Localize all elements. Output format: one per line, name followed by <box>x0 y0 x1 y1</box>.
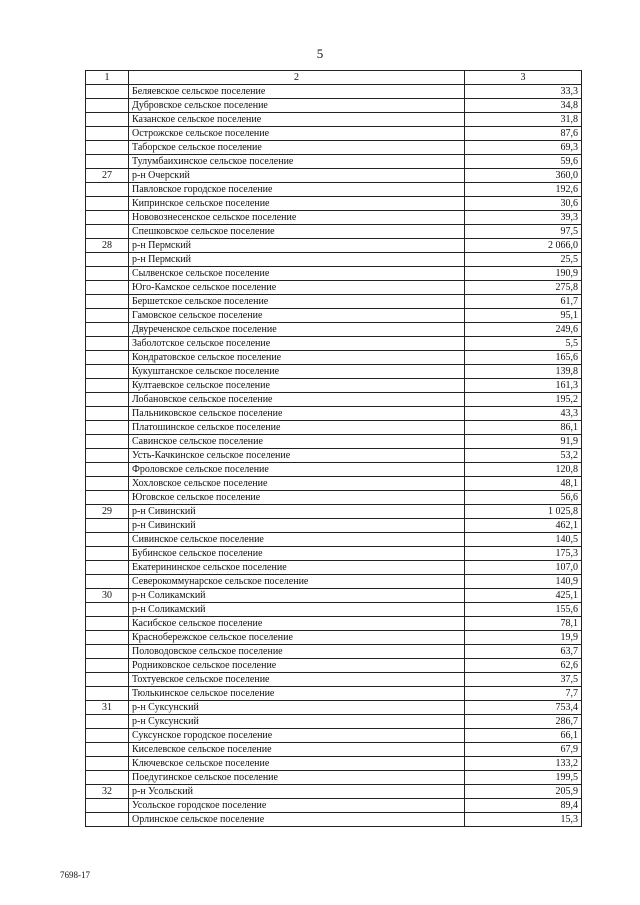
row-number-cell <box>86 757 129 771</box>
row-number-cell <box>86 743 129 757</box>
municipality-name-cell: Заболотское сельское поселение <box>129 337 465 351</box>
table-row <box>86 505 582 519</box>
row-number-cell <box>86 491 129 505</box>
row-number-cell <box>86 687 129 701</box>
municipality-name-cell: Таборское сельское поселение <box>129 141 465 155</box>
table-row <box>86 743 582 757</box>
municipality-name-cell: р-н Сивинский <box>129 505 465 519</box>
row-number-cell <box>86 533 129 547</box>
row-number-cell: 32 <box>86 785 129 799</box>
municipality-name-cell: Нововознесенское сельское поселение <box>129 211 465 225</box>
row-number-cell <box>86 771 129 785</box>
amount-cell: 87,6 <box>465 127 582 141</box>
municipality-name-cell: Двуреченское сельское поселение <box>129 323 465 337</box>
table-row <box>86 729 582 743</box>
municipality-name-cell: р-н Пермский <box>129 253 465 267</box>
municipality-name-cell: Спешковское сельское поселение <box>129 225 465 239</box>
row-number-cell <box>86 477 129 491</box>
amount-cell: 25,5 <box>465 253 582 267</box>
municipality-name-cell: Сылвенское сельское поселение <box>129 267 465 281</box>
municipality-name-cell: р-н Соликамский <box>129 603 465 617</box>
amount-cell: 1 025,8 <box>465 505 582 519</box>
municipality-name-cell: р-н Пермский <box>129 239 465 253</box>
amount-cell: 155,6 <box>465 603 582 617</box>
table-row <box>86 687 582 701</box>
amount-cell: 30,6 <box>465 197 582 211</box>
amount-cell: 192,6 <box>465 183 582 197</box>
amount-cell: 5,5 <box>465 337 582 351</box>
municipality-name-cell: Казанское сельское поселение <box>129 113 465 127</box>
municipality-name-cell: Усольское городское поселение <box>129 799 465 813</box>
amount-cell: 89,4 <box>465 799 582 813</box>
municipality-name-cell: Фроловское сельское поселение <box>129 463 465 477</box>
row-number-cell <box>86 729 129 743</box>
table-row <box>86 421 582 435</box>
municipality-name-cell: Острожское сельское поселение <box>129 127 465 141</box>
row-number-cell <box>86 561 129 575</box>
municipality-name-cell: Бубинское сельское поселение <box>129 547 465 561</box>
municipality-name-cell: р-н Суксунский <box>129 715 465 729</box>
row-number-cell <box>86 421 129 435</box>
municipality-name-cell: Кукуштанское сельское поселение <box>129 365 465 379</box>
amount-cell: 59,6 <box>465 155 582 169</box>
table-row <box>86 659 582 673</box>
amount-cell: 39,3 <box>465 211 582 225</box>
table-row <box>86 757 582 771</box>
row-number-cell <box>86 155 129 169</box>
table-row <box>86 435 582 449</box>
row-number-cell <box>86 617 129 631</box>
row-number-cell <box>86 281 129 295</box>
amount-cell: 69,3 <box>465 141 582 155</box>
header-col-3: 3 <box>465 71 582 85</box>
table-row <box>86 267 582 281</box>
table-row <box>86 477 582 491</box>
row-number-cell <box>86 659 129 673</box>
amount-cell: 462,1 <box>465 519 582 533</box>
amount-cell: 139,8 <box>465 365 582 379</box>
table-row <box>86 561 582 575</box>
document-code: 7698-17 <box>60 870 90 880</box>
amount-cell: 97,5 <box>465 225 582 239</box>
table-row <box>86 645 582 659</box>
municipality-name-cell: р-н Суксунский <box>129 701 465 715</box>
amount-cell: 66,1 <box>465 729 582 743</box>
table-row <box>86 323 582 337</box>
row-number-cell: 31 <box>86 701 129 715</box>
row-number-cell <box>86 715 129 729</box>
municipality-name-cell: Платошинское сельское поселение <box>129 421 465 435</box>
amount-cell: 7,7 <box>465 687 582 701</box>
table-row <box>86 127 582 141</box>
amount-cell: 2 066,0 <box>465 239 582 253</box>
amount-cell: 753,4 <box>465 701 582 715</box>
municipality-name-cell: Тохтуевское сельское поселение <box>129 673 465 687</box>
row-number-cell <box>86 337 129 351</box>
amount-cell: 37,5 <box>465 673 582 687</box>
amount-cell: 19,9 <box>465 631 582 645</box>
municipality-name-cell: Тюлькинское сельское поселение <box>129 687 465 701</box>
header-col-1: 1 <box>86 71 129 85</box>
amount-cell: 107,0 <box>465 561 582 575</box>
municipality-name-cell: Лобановское сельское поселение <box>129 393 465 407</box>
table-row <box>86 463 582 477</box>
municipality-name-cell: Беляевское сельское поселение <box>129 85 465 99</box>
municipality-name-cell: Половодовское сельское поселение <box>129 645 465 659</box>
amount-cell: 61,7 <box>465 295 582 309</box>
municipality-name-cell: Юговское сельское поселение <box>129 491 465 505</box>
row-number-cell <box>86 267 129 281</box>
table-row <box>86 491 582 505</box>
table-row <box>86 575 582 589</box>
budget-table <box>85 70 582 827</box>
amount-cell: 56,6 <box>465 491 582 505</box>
amount-cell: 62,6 <box>465 659 582 673</box>
row-number-cell <box>86 463 129 477</box>
municipality-name-cell: Суксунское городское поселение <box>129 729 465 743</box>
row-number-cell <box>86 365 129 379</box>
table-row <box>86 631 582 645</box>
table-row <box>86 155 582 169</box>
municipality-name-cell: Усть-Качкинское сельское поселение <box>129 449 465 463</box>
municipality-name-cell: Орлинское сельское поселение <box>129 813 465 827</box>
municipality-name-cell: Родниковское сельское поселение <box>129 659 465 673</box>
amount-cell: 48,1 <box>465 477 582 491</box>
municipality-name-cell: Пальниковское сельское поселение <box>129 407 465 421</box>
amount-cell: 275,8 <box>465 281 582 295</box>
municipality-name-cell: Юго-Камское сельское поселение <box>129 281 465 295</box>
row-number-cell <box>86 253 129 267</box>
amount-cell: 43,3 <box>465 407 582 421</box>
row-number-cell <box>86 575 129 589</box>
table-row <box>86 547 582 561</box>
table-row <box>86 309 582 323</box>
header-col-2: 2 <box>129 71 465 85</box>
row-number-cell <box>86 631 129 645</box>
amount-cell: 133,2 <box>465 757 582 771</box>
table-row <box>86 239 582 253</box>
municipality-name-cell: Бершетское сельское поселение <box>129 295 465 309</box>
table-row <box>86 113 582 127</box>
row-number-cell <box>86 813 129 827</box>
row-number-cell <box>86 85 129 99</box>
municipality-name-cell: Кондратовское сельское поселение <box>129 351 465 365</box>
municipality-name-cell: Екатерининское сельское поселение <box>129 561 465 575</box>
municipality-name-cell: Гамовское сельское поселение <box>129 309 465 323</box>
amount-cell: 31,8 <box>465 113 582 127</box>
row-number-cell <box>86 211 129 225</box>
municipality-name-cell: Поедугинское сельское поселение <box>129 771 465 785</box>
amount-cell: 34,8 <box>465 99 582 113</box>
amount-cell: 67,9 <box>465 743 582 757</box>
municipality-name-cell: Ключевское сельское поселение <box>129 757 465 771</box>
row-number-cell <box>86 183 129 197</box>
row-number-cell <box>86 519 129 533</box>
table-row <box>86 337 582 351</box>
table-row <box>86 715 582 729</box>
table-row <box>86 253 582 267</box>
municipality-name-cell: р-н Соликамский <box>129 589 465 603</box>
table-row <box>86 281 582 295</box>
row-number-cell <box>86 99 129 113</box>
municipality-name-cell: Култаевское сельское поселение <box>129 379 465 393</box>
amount-cell: 190,9 <box>465 267 582 281</box>
row-number-cell <box>86 141 129 155</box>
municipality-name-cell: р-н Очерский <box>129 169 465 183</box>
amount-cell: 195,2 <box>465 393 582 407</box>
row-number-cell <box>86 407 129 421</box>
amount-cell: 161,3 <box>465 379 582 393</box>
table-header-row <box>86 71 582 85</box>
amount-cell: 63,7 <box>465 645 582 659</box>
row-number-cell <box>86 309 129 323</box>
amount-cell: 165,6 <box>465 351 582 365</box>
municipality-name-cell: Киселевское сельское поселение <box>129 743 465 757</box>
table-row <box>86 533 582 547</box>
amount-cell: 15,3 <box>465 813 582 827</box>
table-row <box>86 225 582 239</box>
municipality-name-cell: Сивинское сельское поселение <box>129 533 465 547</box>
municipality-name-cell: Хохловское сельское поселение <box>129 477 465 491</box>
amount-cell: 120,8 <box>465 463 582 477</box>
municipality-name-cell: Тулумбаихинское сельское поселение <box>129 155 465 169</box>
table-row <box>86 589 582 603</box>
row-number-cell <box>86 645 129 659</box>
row-number-cell <box>86 799 129 813</box>
table-row <box>86 365 582 379</box>
amount-cell: 140,9 <box>465 575 582 589</box>
row-number-cell <box>86 393 129 407</box>
amount-cell: 199,5 <box>465 771 582 785</box>
table-row <box>86 85 582 99</box>
table-row <box>86 701 582 715</box>
row-number-cell: 28 <box>86 239 129 253</box>
table-row <box>86 351 582 365</box>
table-row <box>86 141 582 155</box>
table-row <box>86 603 582 617</box>
municipality-name-cell: Северокоммунарское сельское поселение <box>129 575 465 589</box>
amount-cell: 425,1 <box>465 589 582 603</box>
amount-cell: 249,6 <box>465 323 582 337</box>
amount-cell: 78,1 <box>465 617 582 631</box>
municipality-name-cell: Краснобережское сельское поселение <box>129 631 465 645</box>
row-number-cell <box>86 547 129 561</box>
table-row <box>86 99 582 113</box>
row-number-cell: 30 <box>86 589 129 603</box>
table-row <box>86 393 582 407</box>
row-number-cell: 29 <box>86 505 129 519</box>
table-row <box>86 449 582 463</box>
table-row <box>86 183 582 197</box>
row-number-cell <box>86 673 129 687</box>
amount-cell: 140,5 <box>465 533 582 547</box>
row-number-cell <box>86 379 129 393</box>
page-number: 5 <box>316 46 324 61</box>
row-number-cell <box>86 603 129 617</box>
table-row <box>86 519 582 533</box>
amount-cell: 33,3 <box>465 85 582 99</box>
amount-cell: 205,9 <box>465 785 582 799</box>
amount-cell: 53,2 <box>465 449 582 463</box>
table-row <box>86 295 582 309</box>
table-row <box>86 799 582 813</box>
municipality-name-cell: Савинское сельское поселение <box>129 435 465 449</box>
table-row <box>86 785 582 799</box>
table-row <box>86 813 582 827</box>
row-number-cell <box>86 295 129 309</box>
table-row <box>86 673 582 687</box>
municipality-name-cell: Кипринское сельское поселение <box>129 197 465 211</box>
municipality-name-cell: Павловское городское поселение <box>129 183 465 197</box>
row-number-cell <box>86 225 129 239</box>
table-row <box>86 771 582 785</box>
amount-cell: 86,1 <box>465 421 582 435</box>
row-number-cell <box>86 449 129 463</box>
amount-cell: 286,7 <box>465 715 582 729</box>
row-number-cell <box>86 435 129 449</box>
amount-cell: 175,3 <box>465 547 582 561</box>
row-number-cell: 27 <box>86 169 129 183</box>
row-number-cell <box>86 127 129 141</box>
municipality-name-cell: Дубровское сельское поселение <box>129 99 465 113</box>
municipality-name-cell: р-н Усольский <box>129 785 465 799</box>
amount-cell: 95,1 <box>465 309 582 323</box>
row-number-cell <box>86 197 129 211</box>
municipality-name-cell: Касибское сельское поселение <box>129 617 465 631</box>
amount-cell: 360,0 <box>465 169 582 183</box>
table-row <box>86 407 582 421</box>
row-number-cell <box>86 323 129 337</box>
table-row <box>86 169 582 183</box>
table-row <box>86 197 582 211</box>
municipality-name-cell: р-н Сивинский <box>129 519 465 533</box>
table-row <box>86 379 582 393</box>
row-number-cell <box>86 113 129 127</box>
row-number-cell <box>86 351 129 365</box>
table-row <box>86 617 582 631</box>
amount-cell: 91,9 <box>465 435 582 449</box>
table-row <box>86 211 582 225</box>
